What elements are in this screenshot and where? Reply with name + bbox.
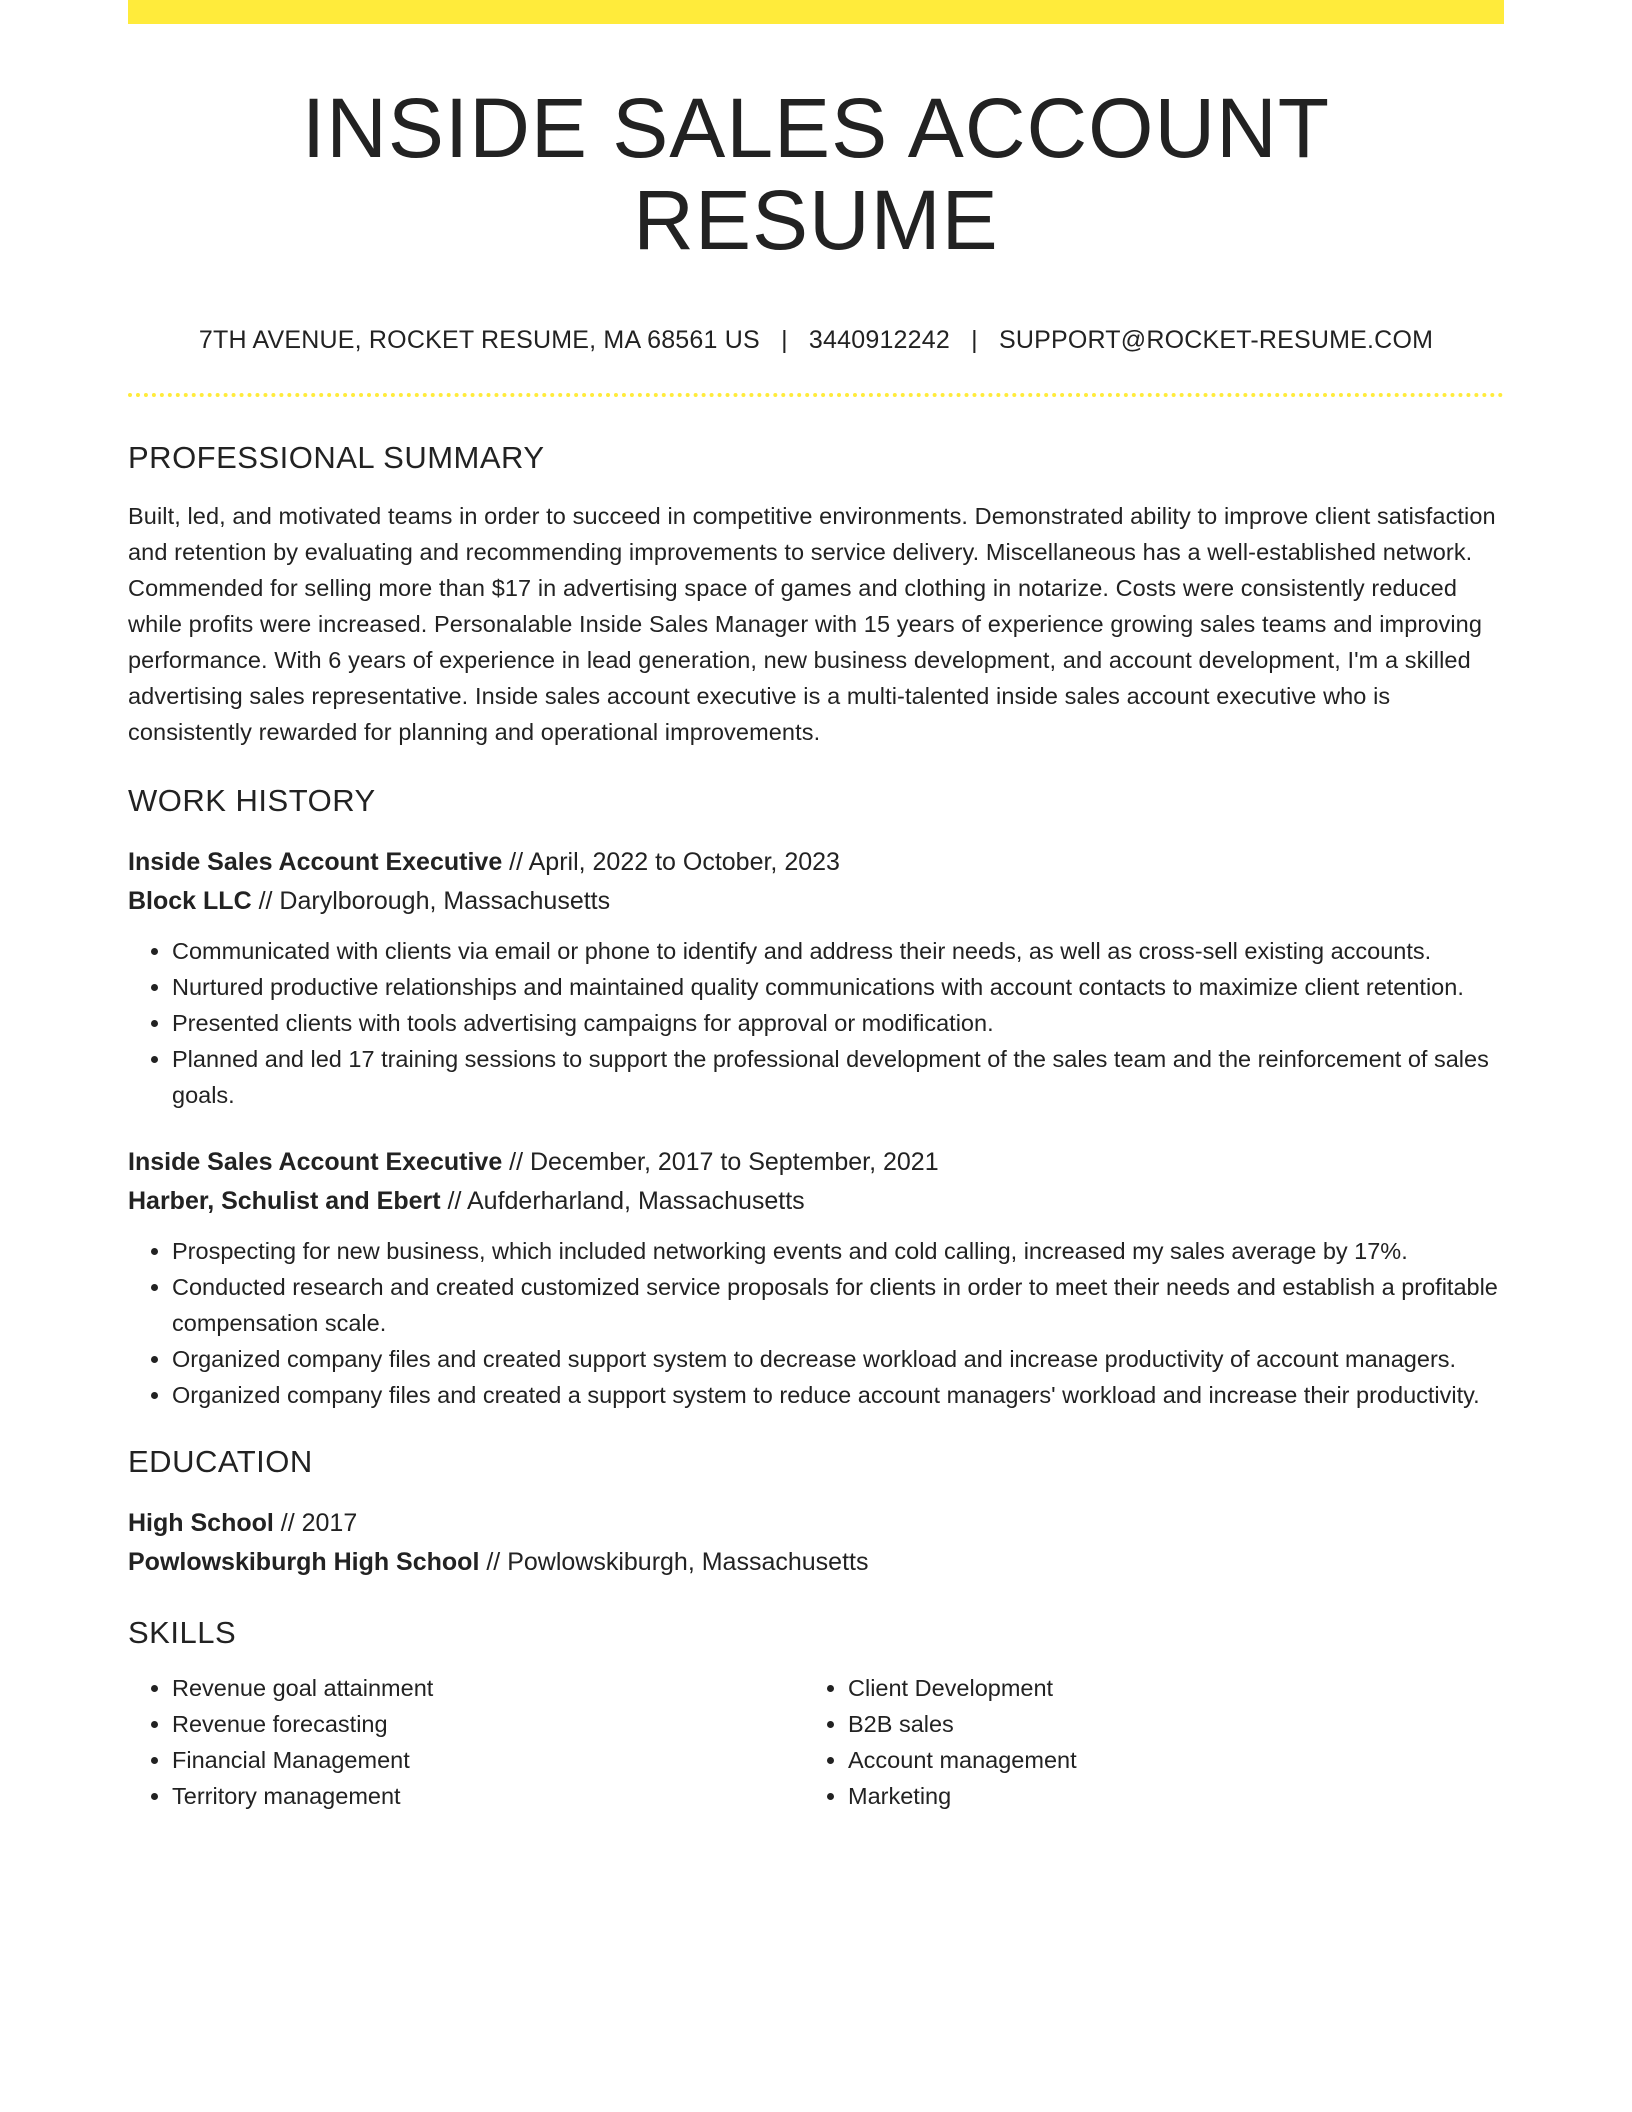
resume-title: INSIDE SALES ACCOUNT RESUME — [301, 81, 1331, 268]
education-degree-line — [128, 1504, 1504, 1543]
job-bullet: • Communicated with clients via email or phone to identify and address their needs, as well as cross-sell existing accounts. — [172, 933, 1504, 969]
job-location: // Darylborough, Massachusetts — [251, 887, 611, 916]
skill-item: • Financial Management — [172, 1742, 804, 1778]
skill-item: • Client Development — [848, 1670, 1480, 1706]
job-bullet: • Prospecting for new business, which included networking events and cold calling, increased my sales average by 17%. — [172, 1233, 1504, 1269]
skills-list-left — [128, 1670, 804, 1814]
skill-item: • Revenue goal attainment — [172, 1670, 804, 1706]
job-company: Harber, Schulist and Ebert — [128, 1187, 441, 1216]
job-title-line — [128, 843, 1504, 882]
skills-grid — [128, 1670, 1504, 1814]
contact-address: 7TH AVENUE, ROCKET RESUME, MA 68561 US — [198, 325, 760, 354]
resume-content — [128, 0, 1504, 1814]
job-title: Inside Sales Account Executive — [128, 848, 503, 877]
job-location: // Aufderharland, Massachusetts — [440, 1187, 805, 1216]
summary-text: Built, led, and motivated teams in order to succeed in competitive environments. Demonstrated ability to improve client satisfaction and retention by evaluating and recommending improvements to service delivery. Miscellaneous has a well-established network. Commended for selling more than $17 in advertising space of games and clothing in notarize. Costs were consistently reduced while profits were increased. Personalable Inside Sales Manager with 15 years of experience growing sales teams and improving performance. With 6 years of experience in lead generation, new business development, and account development, I'm a skilled advertising sales representative. Inside sales account executive is a multi-talented inside sales account executive who is consistently rewarded for planning and operational improvements. — [128, 502, 1496, 745]
job-entry — [128, 1143, 1504, 1413]
job-entry — [128, 843, 1504, 1113]
top-accent-bar — [128, 0, 1504, 24]
skill-item: • Account management — [848, 1742, 1480, 1778]
contact-separator: | — [781, 325, 788, 354]
job-bullet: • Presented clients with tools advertising campaigns for approval or modification. — [172, 1005, 1504, 1041]
skill-item: • B2B sales — [848, 1706, 1480, 1742]
job-bullet: • Organized company files and created support system to decrease workload and increase productivity of account managers. — [172, 1341, 1504, 1377]
job-bullets — [128, 1233, 1504, 1413]
job-bullet: • Planned and led 17 training sessions to support the professional development of the sales team and the reinforcement of sales goals. — [172, 1041, 1504, 1113]
education-location: // Powlowskiburgh, Massachusetts — [479, 1548, 869, 1577]
education-degree: High School — [128, 1509, 274, 1538]
work-history-heading: WORK HISTORY — [128, 782, 376, 818]
job-title-line — [128, 1143, 1504, 1182]
job-title: Inside Sales Account Executive — [128, 1148, 503, 1177]
skill-item: • Territory management — [172, 1778, 804, 1814]
contact-phone: 3440912242 — [808, 325, 950, 354]
skill-item: • Marketing — [848, 1778, 1480, 1814]
job-company-line — [128, 882, 1504, 921]
dotted-divider — [128, 393, 1504, 397]
job-bullets — [128, 933, 1504, 1113]
job-company-line — [128, 1182, 1504, 1221]
job-dates: // April, 2022 to October, 2023 — [502, 848, 840, 877]
job-bullet: • Organized company files and created a support system to reduce account managers' workload and increase their productivity. — [172, 1377, 1504, 1413]
job-bullet: • Nurtured productive relationships and maintained quality communications with account contacts to maximize client retention. — [172, 969, 1504, 1005]
education-year: // 2017 — [273, 1509, 358, 1538]
job-company: Block LLC — [128, 887, 252, 916]
education-heading: EDUCATION — [128, 1444, 313, 1480]
education-school-line — [128, 1543, 1504, 1582]
contact-separator: | — [971, 325, 978, 354]
contact-email: SUPPORT@ROCKET-RESUME.COM — [998, 325, 1434, 354]
job-bullet: • Conducted research and created customized service proposals for clients in order to meet their needs and establish a profitable compensation scale. — [172, 1269, 1504, 1341]
skills-list-right — [804, 1670, 1480, 1814]
skill-item: • Revenue forecasting — [172, 1706, 804, 1742]
contact-line — [128, 325, 1504, 355]
education-school: Powlowskiburgh High School — [128, 1548, 480, 1577]
skills-heading: SKILLS — [128, 1615, 237, 1651]
job-dates: // December, 2017 to September, 2021 — [502, 1148, 939, 1177]
summary-heading: PROFESSIONAL SUMMARY — [128, 439, 545, 475]
